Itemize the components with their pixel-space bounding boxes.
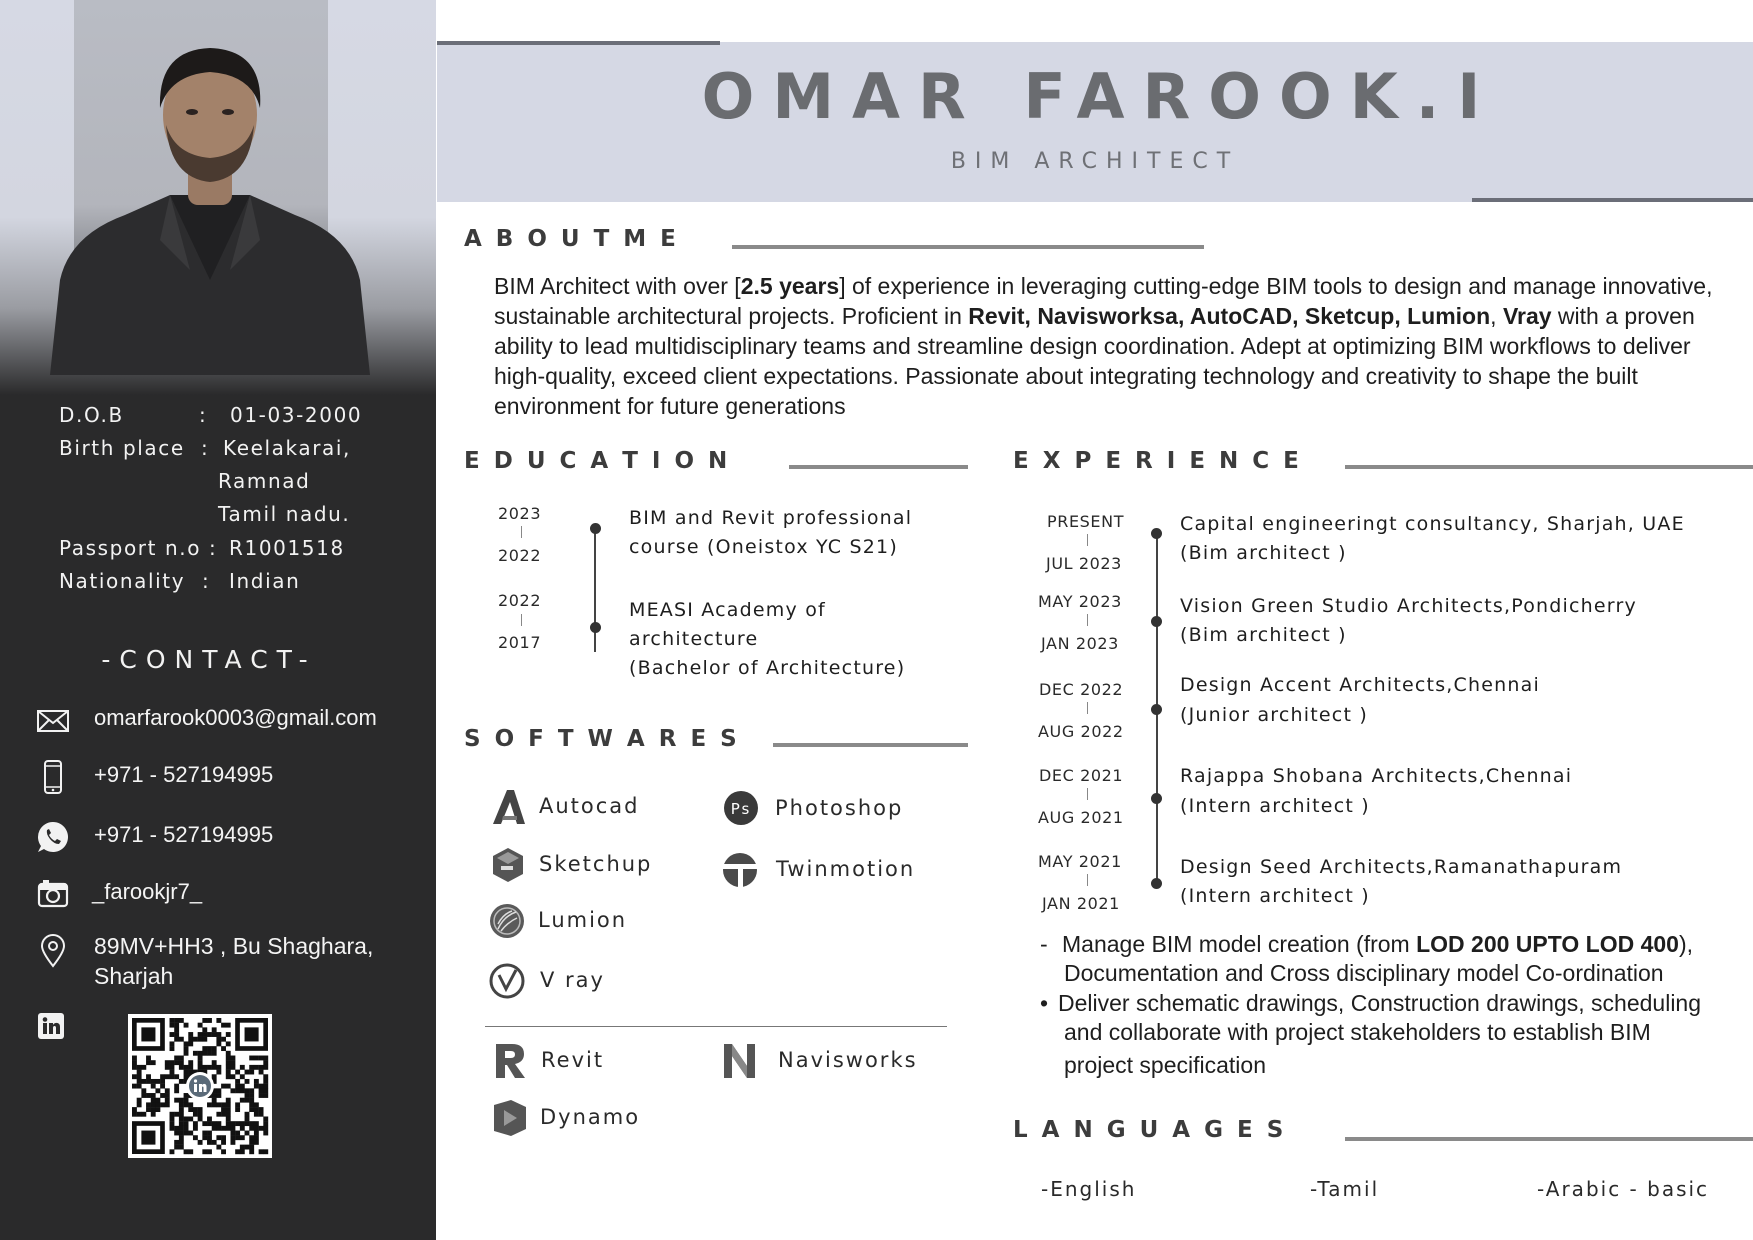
experience-3-company: Design Accent Architects,Chennai xyxy=(1180,674,1540,696)
responsibility-bullet-1 xyxy=(1040,930,1753,988)
education-1-title: BIM and Revit professional xyxy=(629,507,913,529)
experience-1-tick xyxy=(1087,534,1088,546)
dynamo-icon xyxy=(491,1099,529,1137)
experience-4-tick xyxy=(1087,788,1088,800)
dob-value: 01-03-2000 xyxy=(230,403,363,427)
language-english: -English xyxy=(1041,1177,1137,1201)
experience-heading: E X P E R I E N C E xyxy=(1013,448,1302,474)
instagram-handle[interactable]: _farookjr7_ xyxy=(92,879,203,904)
experience-3-to: DEC 2022 xyxy=(1039,680,1124,699)
experience-4-company: Rajappa Shobana Architects,Chennai xyxy=(1180,765,1573,787)
experience-responsibilities xyxy=(1040,930,1753,1080)
experience-1-to: PRESENT xyxy=(1047,512,1125,531)
responsibility-bullet-2 xyxy=(1040,989,1753,1080)
bullet-2-line2: and collaborate with project stakeholders to establish BIM xyxy=(1064,1019,1651,1045)
experience-5-company: Design Seed Architects,Ramanathapuram xyxy=(1180,856,1623,878)
softwares-heading: S O F T W A R E S xyxy=(464,726,740,752)
education-2-dot xyxy=(590,622,601,633)
experience-1-from: JUL 2023 xyxy=(1046,554,1122,573)
education-2-from: 2017 xyxy=(498,633,542,652)
bullet-2-marker: • xyxy=(1040,990,1049,1016)
contact-heading: -CONTACT- xyxy=(101,645,317,674)
nationality-label: Nationality xyxy=(59,569,186,593)
about-bold-vray: Vray xyxy=(1502,303,1552,329)
navisworks-icon xyxy=(721,1042,759,1080)
photo-backdrop xyxy=(0,0,436,395)
education-1-to: 2023 xyxy=(498,504,542,523)
experience-5-tick xyxy=(1087,874,1088,886)
language-arabic: -Arabic - basic xyxy=(1537,1177,1710,1201)
whatsapp-number[interactable]: +971 - 527194995 xyxy=(94,822,274,847)
experience-4-from: AUG 2021 xyxy=(1038,808,1124,827)
about-bold-years: 2.5 years xyxy=(740,273,840,299)
experience-5-to: MAY 2021 xyxy=(1038,852,1122,871)
address-line2: Sharjah xyxy=(94,963,174,989)
experience-2-tick xyxy=(1087,614,1088,626)
experience-3-tick xyxy=(1087,702,1088,714)
experience-2-from: JAN 2023 xyxy=(1041,634,1119,653)
dob-separator: : xyxy=(199,403,208,427)
location-pin-icon xyxy=(36,934,70,968)
experience-1-role: (Bim architect ) xyxy=(1180,542,1347,564)
qr-code[interactable] xyxy=(128,1014,272,1158)
birthplace-value-line3: Tamil nadu. xyxy=(218,502,351,526)
camera-icon xyxy=(36,877,70,911)
about-text-3: , xyxy=(1490,303,1503,329)
email-link[interactable]: omarfarook0003@gmail.com xyxy=(94,705,377,730)
experience-2-dot xyxy=(1151,616,1162,627)
education-timeline-line xyxy=(594,528,596,652)
software-label-autocad: Autocad xyxy=(539,794,640,818)
software-label-dynamo: Dynamo xyxy=(540,1105,641,1129)
birthplace-separator: : xyxy=(201,436,210,460)
softwares-heading-rule xyxy=(773,743,968,747)
education-heading: E D U C A T I O N xyxy=(464,448,731,474)
lumion-icon xyxy=(488,902,526,940)
bullet-1-text-b: ), xyxy=(1678,931,1694,957)
about-bold-tools: Revit, Navisworksa, AutoCAD, Sketcup, Lumion xyxy=(968,303,1491,329)
vray-icon xyxy=(488,962,526,1000)
education-2-to: 2022 xyxy=(498,591,542,610)
about-paragraph xyxy=(494,271,1744,421)
header-accent-line-top xyxy=(437,41,720,45)
twinmotion-icon xyxy=(721,851,759,889)
experience-1-company: Capital engineeringt consultancy, Sharjah, UAE xyxy=(1180,513,1685,535)
bullet-1-text-a: Manage BIM model creation (from xyxy=(1062,931,1417,957)
experience-3-role: (Junior architect ) xyxy=(1180,704,1368,726)
bullet-1-marker: - xyxy=(1040,931,1048,957)
experience-2-company: Vision Green Studio Architects,Pondicherry xyxy=(1180,595,1637,617)
candidate-role: BIM ARCHITECT xyxy=(950,149,1240,174)
photoshop-glyph: Ps xyxy=(730,800,752,818)
experience-4-to: DEC 2021 xyxy=(1039,766,1124,785)
dob-label: D.O.B xyxy=(59,403,124,427)
bullet-2-line3: project specification xyxy=(1064,1052,1266,1078)
linkedin-icon[interactable] xyxy=(38,1013,64,1039)
softwares-divider xyxy=(485,1026,947,1027)
experience-2-role: (Bim architect ) xyxy=(1180,624,1347,646)
education-2-degree: (Bachelor of Architecture) xyxy=(629,657,906,679)
bullet-1-bold-lod: LOD 200 UPTO LOD 400 xyxy=(1416,931,1679,957)
education-heading-rule xyxy=(789,465,968,469)
passport-label: Passport n.o : xyxy=(59,536,218,560)
header-accent-line-bottom xyxy=(1472,198,1753,202)
experience-4-dot xyxy=(1151,793,1162,804)
birthplace-value-line1: Keelakarai, xyxy=(223,436,352,460)
languages-heading-rule xyxy=(1345,1137,1753,1141)
envelope-icon xyxy=(36,703,70,737)
experience-1-dot xyxy=(1151,528,1162,539)
dob-row xyxy=(59,403,363,427)
nationality-separator: : xyxy=(202,569,211,593)
nationality-row xyxy=(59,569,301,593)
about-text-1: BIM Architect with over [ xyxy=(494,273,741,299)
birthplace-row xyxy=(59,436,352,460)
bullet-2-line1: Deliver schematic drawings, Construction drawings, scheduling xyxy=(1058,990,1702,1016)
photoshop-icon xyxy=(723,790,759,826)
passport-value: R1001518 xyxy=(229,536,345,560)
experience-5-role: (Intern architect ) xyxy=(1180,885,1370,907)
autocad-icon xyxy=(490,788,528,826)
software-label-lumion: Lumion xyxy=(538,908,628,932)
revit-icon xyxy=(492,1042,530,1080)
portrait-photo xyxy=(40,30,380,375)
languages-heading: L A N G U A G E S xyxy=(1013,1117,1287,1143)
whatsapp-icon xyxy=(36,820,70,854)
education-2-title: MEASI Academy of xyxy=(629,599,826,621)
education-1-dot xyxy=(590,523,601,534)
experience-3-from: AUG 2022 xyxy=(1038,722,1124,741)
education-2-tick xyxy=(521,614,522,626)
experience-3-dot xyxy=(1151,704,1162,715)
education-1-tick xyxy=(521,526,522,538)
experience-4-role: (Intern architect ) xyxy=(1180,795,1370,817)
address-line1: 89MV+HH3 , Bu Shaghara, xyxy=(94,933,374,959)
software-label-photoshop: Photoshop xyxy=(775,796,904,820)
experience-heading-rule xyxy=(1345,465,1753,469)
nationality-value: Indian xyxy=(229,569,301,593)
passport-row xyxy=(59,536,345,560)
education-2-subtitle: architecture xyxy=(629,628,759,650)
software-label-revit: Revit xyxy=(541,1048,605,1072)
language-tamil: -Tamil xyxy=(1310,1177,1380,1201)
bullet-1-line1 xyxy=(1062,930,1753,959)
candidate-name: OMAR FAROOK.I xyxy=(701,60,1499,133)
about-heading: A B O U T M E xyxy=(464,226,679,252)
about-heading-rule xyxy=(732,245,1204,249)
education-1-from: 2022 xyxy=(498,546,542,565)
about-text-4: with a proven ability to lead multidisciplinary teams and streamline design coordination. Adept at optimizing BIM workflows to deliver high-quality, exceed client expectations. Passionate about integrating technology and creativity to shape the built environment for future generations xyxy=(494,303,1695,419)
experience-5-from: JAN 2021 xyxy=(1042,894,1120,913)
phone-number[interactable]: +971 - 527194995 xyxy=(94,762,274,787)
experience-2-to: MAY 2023 xyxy=(1038,592,1122,611)
birthplace-label: Birth place xyxy=(59,436,185,460)
software-label-vray: V ray xyxy=(540,968,605,992)
sidebar xyxy=(0,0,436,1240)
mobile-phone-icon xyxy=(36,760,70,794)
software-label-twinmotion: Twinmotion xyxy=(776,857,916,881)
birthplace-value-line2: Ramnad xyxy=(218,469,311,493)
software-label-navisworks: Navisworks xyxy=(778,1048,918,1072)
experience-5-dot xyxy=(1151,878,1162,889)
sketchup-icon xyxy=(489,846,527,884)
software-label-sketchup: Sketchup xyxy=(539,852,653,876)
bullet-1-line2: Documentation and Cross disciplinary model Co-ordination xyxy=(1064,960,1664,986)
about-text-2: ] of experience in leveraging cutting-edge BIM tools to design and manage innovative, sustainable architectural projects. Proficient in xyxy=(494,273,1713,329)
education-1-subtitle: course (Oneistox YC S21) xyxy=(629,536,898,558)
